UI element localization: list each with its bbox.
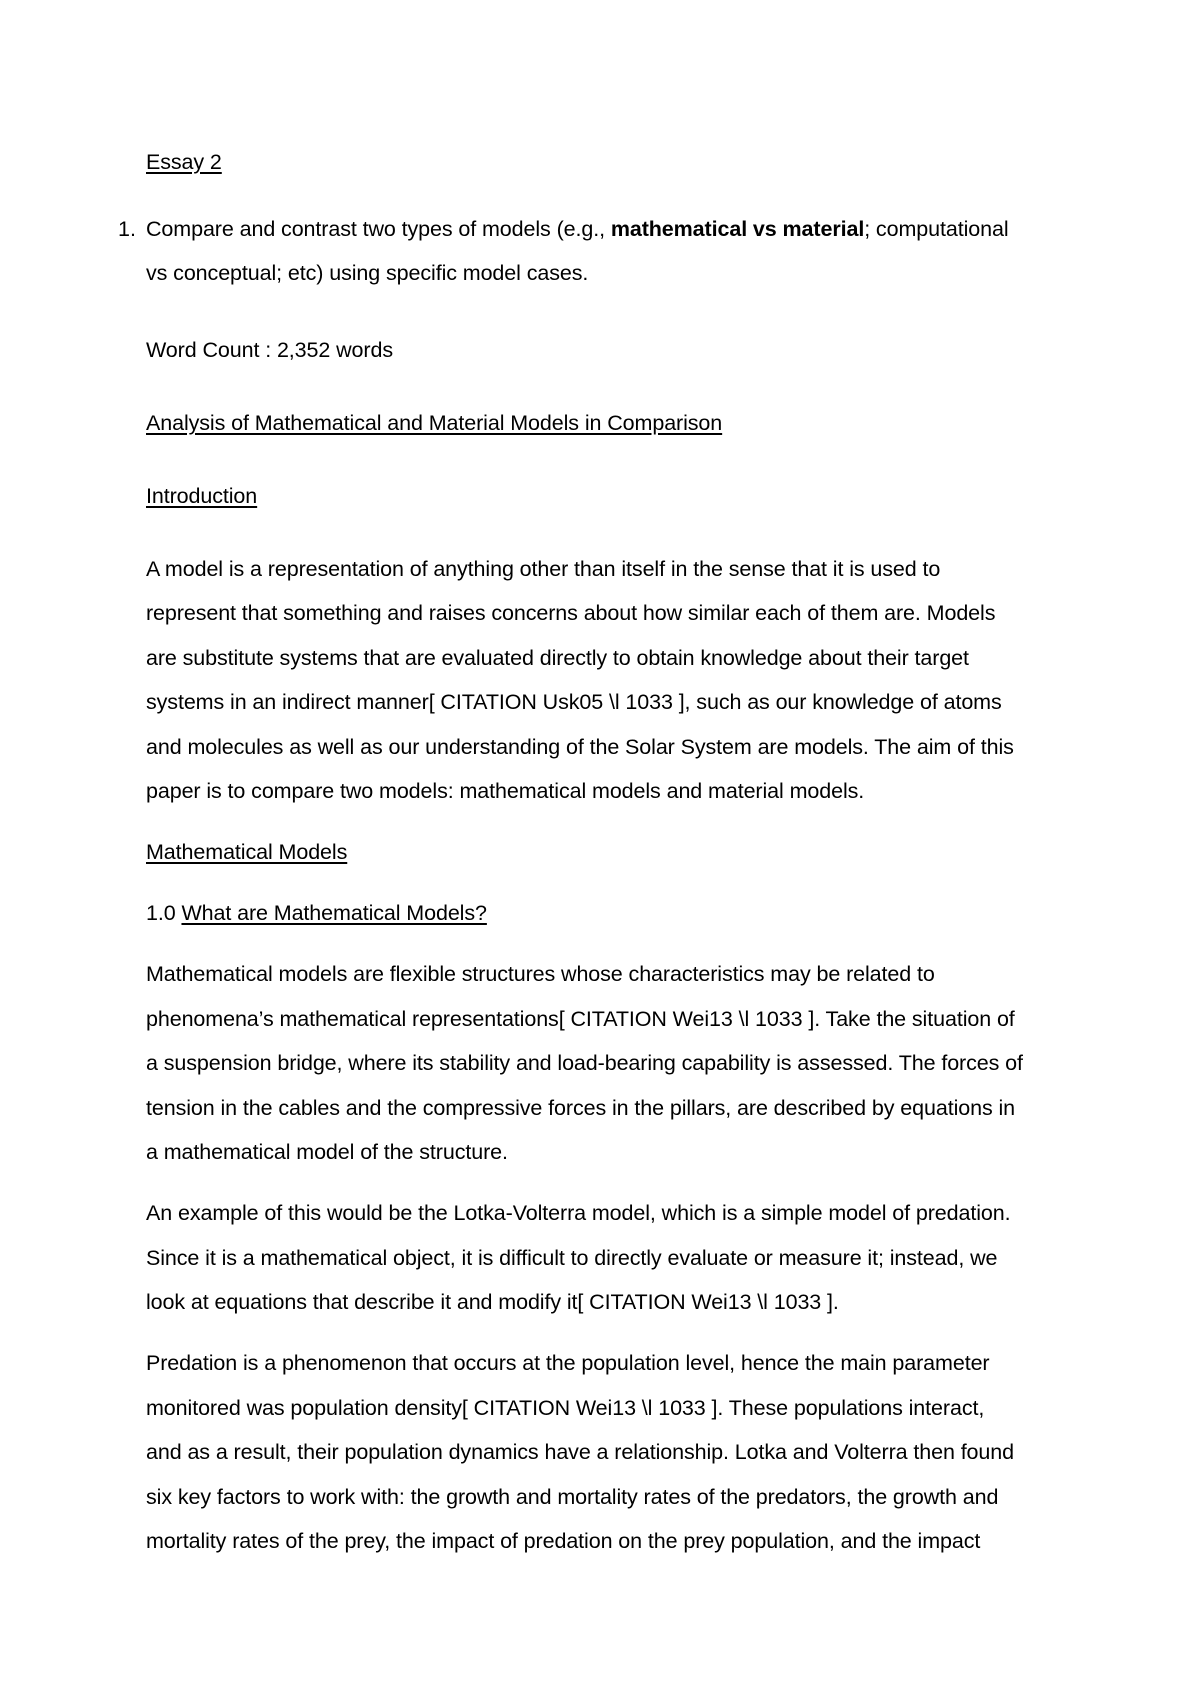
- paragraph-line: a suspension bridge, where its stability and load-bearing capability is assessed. The forces of: [146, 1051, 1023, 1075]
- paragraph-line: An example of this would be the Lotka-Volterra model, which is a simple model of predation.: [146, 1201, 1011, 1225]
- intro-line: A model is a representation of anything other than itself in the sense that it is used to: [146, 557, 941, 581]
- word-count: Word Count : 2,352 words: [146, 338, 393, 362]
- question-number: 1.: [118, 217, 136, 241]
- paragraph-line: a mathematical model of the structure.: [146, 1140, 508, 1164]
- question-line-2: vs conceptual; etc) using specific model cases.: [146, 261, 589, 285]
- paper-title: Analysis of Mathematical and Material Models in Comparison: [146, 411, 723, 435]
- paragraph-line: tension in the cables and the compressive forces in the pillars, are described by equations in: [146, 1096, 1016, 1120]
- intro-line: are substitute systems that are evaluated directly to obtain knowledge about their target: [146, 646, 969, 670]
- paragraph-line: Since it is a mathematical object, it is difficult to directly evaluate or measure it; instead, we: [146, 1246, 998, 1270]
- question-text-bold: mathematical vs material: [610, 217, 865, 241]
- paragraph-line: monitored was population density[ CITATION Wei13 \l 1033 ]. These populations interact,: [146, 1396, 985, 1420]
- paragraph-line: Predation is a phenomenon that occurs at the population level, hence the main parameter: [146, 1351, 990, 1375]
- intro-line: paper is to compare two models: mathematical models and material models.: [146, 779, 865, 803]
- question-text-after: ; computational: [864, 217, 1009, 241]
- intro-line: systems in an indirect manner[ CITATION Usk05 \l 1033 ], such as our knowledge of atoms: [146, 690, 1002, 714]
- paragraph-line: phenomena’s mathematical representations[ CITATION Wei13 \l 1033 ]. Take the situation of: [146, 1007, 1015, 1031]
- subsection-title: What are Mathematical Models?: [181, 901, 487, 925]
- essay-title: Essay 2: [146, 150, 222, 174]
- paragraph-line: and as a result, their population dynamics have a relationship. Lotka and Volterra then found: [146, 1440, 1014, 1464]
- paragraph-line: Mathematical models are flexible structures whose characteristics may be related to: [146, 962, 935, 986]
- mathematical-models-heading: Mathematical Models: [146, 840, 348, 864]
- introduction-heading: Introduction: [146, 484, 258, 508]
- question-text-before: Compare and contrast two types of models (e.g.,: [146, 217, 611, 241]
- paragraph-line: six key factors to work with: the growth and mortality rates of the predators, the growth and: [146, 1485, 999, 1509]
- intro-line: and molecules as well as our understanding of the Solar System are models. The aim of this: [146, 735, 1014, 759]
- subsection-number: 1.0: [146, 901, 182, 925]
- question-line-1: [146, 216, 1009, 242]
- intro-line: represent that something and raises concerns about how similar each of them are. Models: [146, 601, 996, 625]
- paragraph-line: look at equations that describe it and modify it[ CITATION Wei13 \l 1033 ].: [146, 1290, 839, 1314]
- subsection-heading: [146, 900, 487, 926]
- paragraph-line: mortality rates of the prey, the impact of predation on the prey population, and the impact: [146, 1529, 981, 1553]
